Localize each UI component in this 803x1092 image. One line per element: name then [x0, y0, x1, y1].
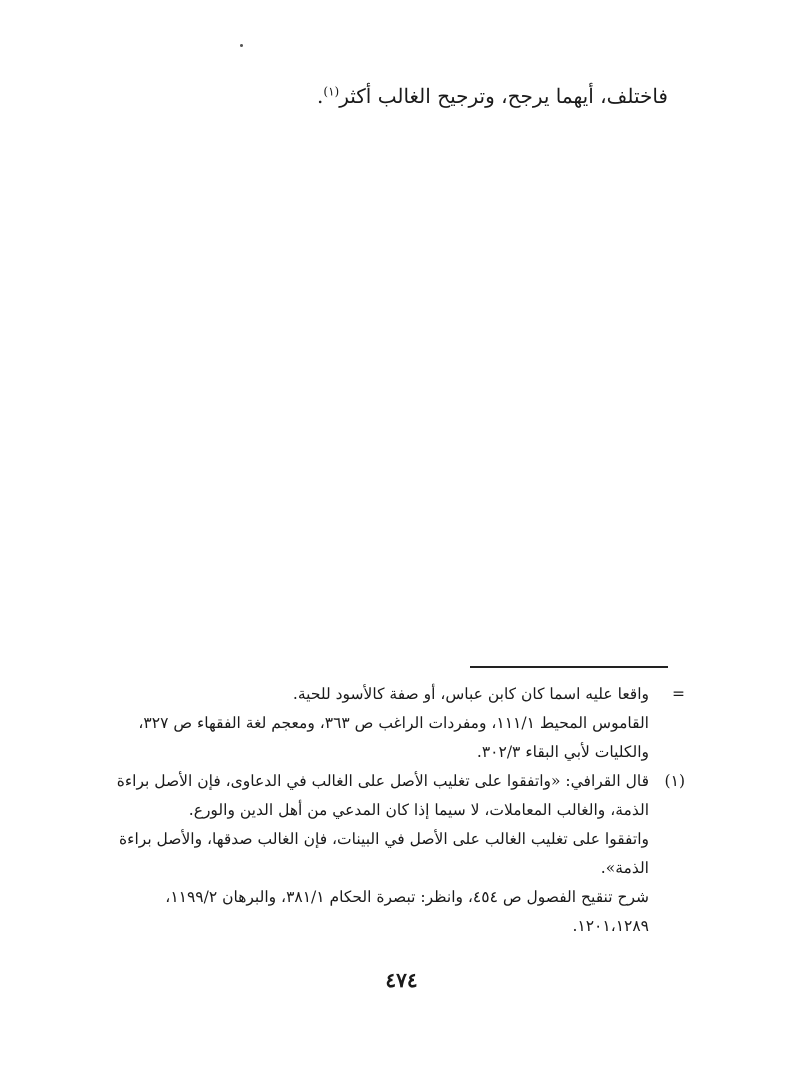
continuation-marker: =	[672, 685, 685, 703]
footnote-line: قال القرافي: «واتفقوا على تغليب الأصل على الغالب في الدعاوى، فإن الأصل براءة	[116, 772, 649, 790]
footnote-line: والكليات لأبي البقاء ٣٠٢/٣.	[476, 743, 649, 761]
footnote-continuation	[121, 680, 685, 767]
footnote-separator	[470, 666, 668, 668]
page-number: ٤٧٤	[385, 968, 418, 992]
footnote-line: القاموس المحيط ١١١/١، ومفردات الراغب ص ٣٦٣، ومعجم لغة الفقهاء ص ٣٢٧،	[138, 714, 649, 732]
main-text-end-punct: .	[317, 84, 324, 108]
main-text-line	[317, 84, 668, 108]
footnote-line: واقعا عليه اسما كان كابن عباس، أو صفة كالأسود للحية.	[292, 685, 649, 703]
footnote-line: الذمة».	[600, 859, 649, 877]
footnote-1	[116, 767, 685, 941]
footnote-line: الذمة، والغالب المعاملات، لا سيما إذا كان المدعي من أهل الدين والورع.	[188, 801, 649, 819]
footnote-1-marker: (١)	[664, 772, 685, 790]
decorative-dot	[240, 44, 243, 47]
footnote-reference[interactable]: (١)	[323, 84, 340, 99]
footnote-line: شرح تنقيح الفصول ص ٤٥٤، وانظر: تبصرة الحكام ٣٨١/١، والبرهان ١١٩٩/٢،	[165, 888, 649, 906]
footnotes-section	[116, 680, 685, 941]
footnote-line: واتفقوا على تغليب الغالب على الأصل في البينات، فإن الغالب صدقها، والأصل براءة	[119, 830, 649, 848]
footnote-line: ١٢٠١،١٢٨٩.	[572, 917, 649, 935]
main-text: فاختلف، أيهما يرجح، وترجيح الغالب أكثر	[339, 84, 668, 108]
